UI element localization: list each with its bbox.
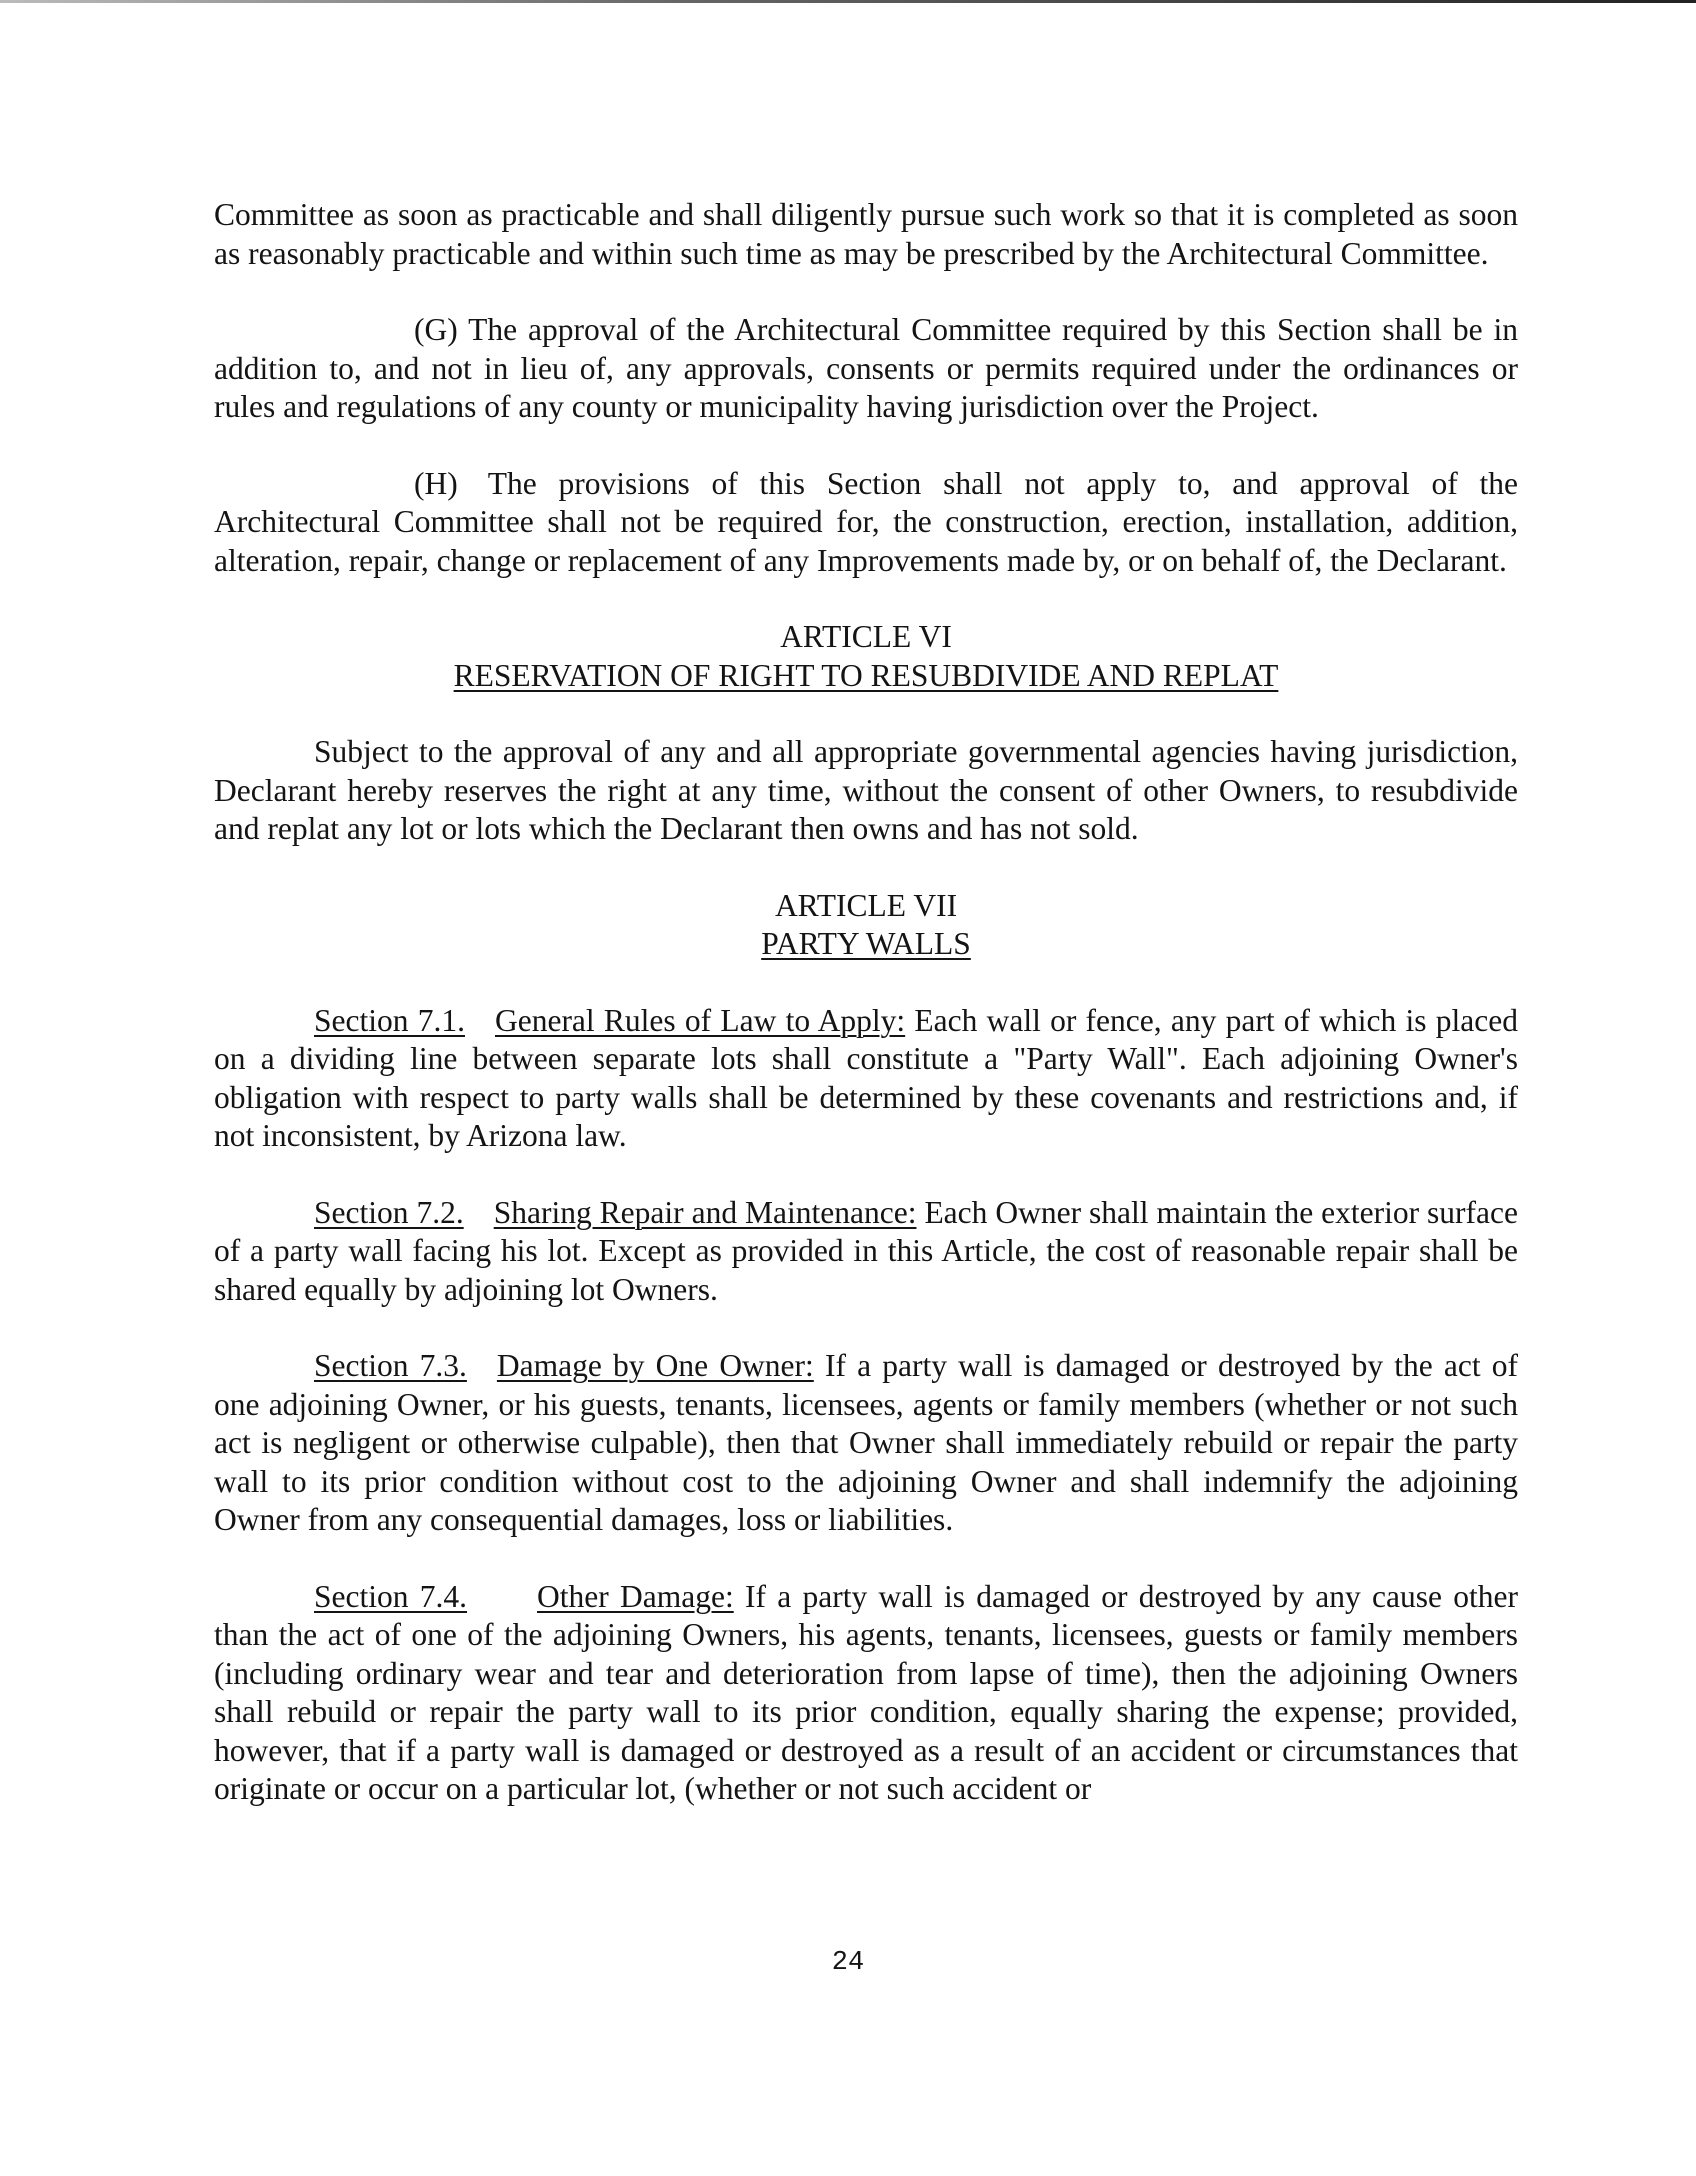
- section-7-1-text: Each wall or fence, any part of which is placed on a dividing line between separate lots shall constitute a "Party Wall". Each adjoining Owner's obligation with respect to party walls shall be determined by these covenants and restrictions and, if not inconsistent, by Arizona law.: [214, 1002, 1518, 1153]
- paragraph-h-label: (H): [414, 465, 458, 501]
- section-7-4-number: Section 7.4.: [314, 1578, 468, 1614]
- paragraph-g-text: The approval of the Architectural Committee required by this Section shall be in addition to, and not in lieu of, any approvals, consents or permits required under the ordinances or rules and regulations of any county or municipality having jurisdiction over the Project.: [214, 312, 1519, 424]
- paragraph-g: [214, 311, 1518, 427]
- article-7-heading: [214, 887, 1518, 964]
- section-7-4: [214, 1578, 1518, 1809]
- paragraph-h: [214, 465, 1518, 581]
- article-6-heading: [214, 618, 1518, 695]
- section-7-1-heading: General Rules of Law to Apply:: [494, 1002, 906, 1038]
- article-7-title: PARTY WALLS: [761, 926, 971, 961]
- section-7-4-heading: Other Damage:: [537, 1578, 734, 1614]
- section-7-1: [214, 1002, 1518, 1156]
- section-7-3-heading: Damage by One Owner:: [496, 1348, 814, 1383]
- section-7-3: [214, 1347, 1518, 1540]
- article-7-number: ARTICLE VII: [774, 887, 958, 923]
- article-6-body: Subject to the approval of any and all appropriate governmental agencies having jurisdiction, Declarant hereby reserves the right at any time, without the consent of other Owners, to resubdivide and replat any lot or lots which the Declarant then owns and has not sold.: [214, 734, 1518, 846]
- section-7-2: [214, 1194, 1518, 1310]
- section-7-1-number: Section 7.1.: [314, 1002, 465, 1038]
- section-7-4-text: If a party wall is damaged or destroyed by any cause other than the act of one of the adjoining Owners, his agents, tenants, licensees, guests or family members (including ordinary wear and tear and deterioration from lapse of time), then the adjoining Owners shall rebuild or repair the party wall to its prior condition, equally sharing the expense; provided, however, that if a party wall is damaged or destroyed as a result of an accident or circumstances that originate or occur on a particular lot, (whether or not such accident or: [214, 1578, 1519, 1806]
- page-content: [214, 196, 1518, 1809]
- section-7-3-number: Section 7.3.: [314, 1348, 467, 1383]
- section-7-3-text: If a party wall is damaged or destroyed by the act of one adjoining Owner, or his guests, tenants, licensees, agents or family members (whether or not such act is negligent or otherwise culpable), then that Owner shall immediately rebuild or repair the party wall to its prior condition without cost to the adjoining Owner and shall indemnify the adjoining Owner from any consequential damages, loss or liabilities.: [214, 1348, 1519, 1537]
- paragraph-h-text: The provisions of this Section shall not apply to, and approval of the Architectural Committee shall not be required for, the construction, erection, installation, addition, alteration, repair, change or replacement of any Improvements made by, or on behalf of, the Declarant.: [214, 465, 1518, 578]
- scan-edge: [0, 0, 1696, 3]
- section-7-2-heading: Sharing Repair and Maintenance:: [493, 1194, 917, 1230]
- paragraph-g-label: (G): [414, 312, 458, 347]
- article-6-title: RESERVATION OF RIGHT TO RESUBDIVIDE AND REPLAT: [453, 657, 1279, 693]
- article-7-title-line: [214, 925, 1518, 964]
- section-7-2-text: Each Owner shall maintain the exterior surface of a party wall facing his lot. Except as provided in this Article, the cost of reasonable repair shall be shared equally by adjoining lot Owners.: [214, 1194, 1518, 1307]
- section-7-2-number: Section 7.2.: [314, 1194, 464, 1230]
- continued-paragraph: Committee as soon as practicable and shall diligently pursue such work so that it is completed as soon as reasonably practicable and within such time as may be prescribed by the Architectural Committee.: [214, 197, 1518, 271]
- page-number: 24: [831, 1948, 865, 1978]
- article-6-number: ARTICLE VI: [780, 619, 952, 654]
